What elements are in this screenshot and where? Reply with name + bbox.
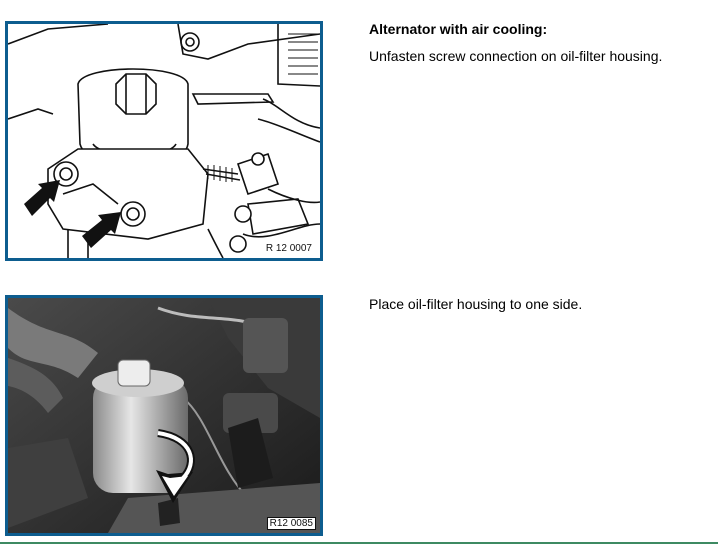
section-divider	[0, 542, 718, 544]
oil-filter-drawing	[8, 24, 320, 258]
figure-oil-filter-housing-photo	[5, 295, 323, 536]
figure-code: R12 0085	[267, 517, 316, 530]
step-heading: Alternator with air cooling:	[369, 21, 548, 37]
step-instruction: Unfasten screw connection on oil-filter housing.	[369, 48, 663, 64]
figure-code: R 12 0007	[265, 243, 312, 254]
figure-oil-filter-housing-screws	[5, 21, 323, 261]
step-instruction: Place oil-filter housing to one side.	[369, 296, 583, 312]
engine-photo	[8, 298, 320, 533]
